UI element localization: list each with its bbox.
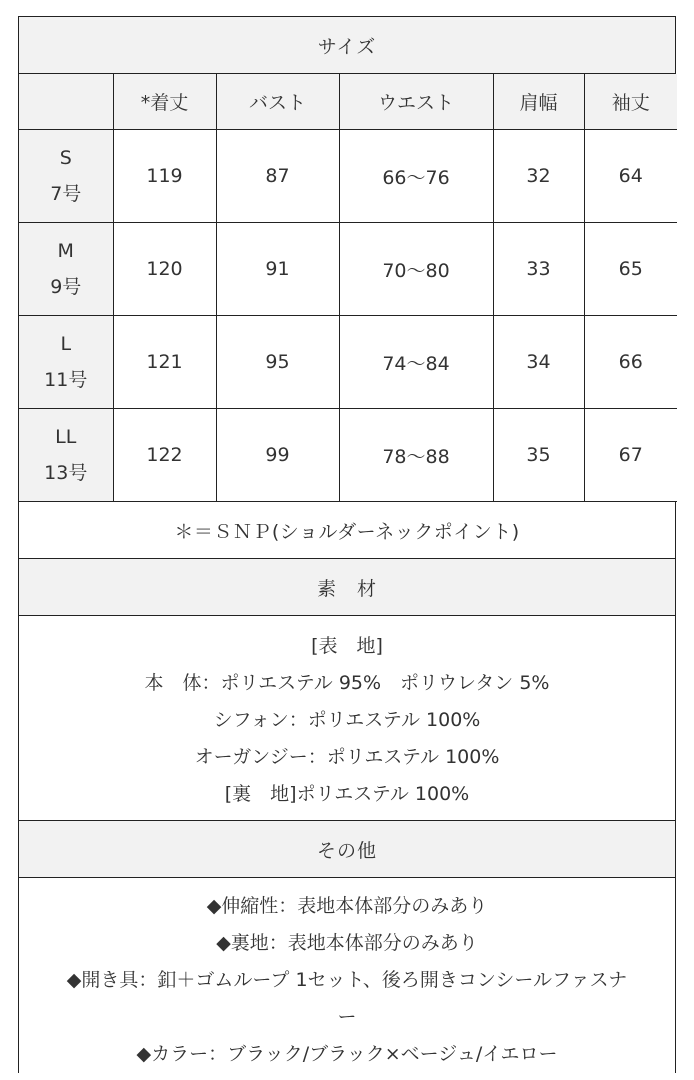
header-cell-shoulder: 肩幅 [493, 74, 584, 130]
table-row [19, 130, 677, 223]
size-label-cell [19, 316, 113, 409]
material-section-title: 素 材 [19, 559, 675, 616]
material-line: オーガンジー：ポリエステル 100% [194, 746, 500, 768]
header-cell-size [19, 74, 113, 130]
waist-value: 66〜76 [339, 130, 493, 223]
header-cell-sleeve: 袖丈 [584, 74, 677, 130]
header-cell-waist: ウエスト [339, 74, 493, 130]
table-row [19, 223, 677, 316]
size-table-header-row [19, 74, 677, 130]
size-table [19, 74, 677, 502]
bust-value: 95 [216, 316, 339, 409]
header-cell-bust: バスト [216, 74, 339, 130]
size-label-cell [19, 130, 113, 223]
length-value: 121 [113, 316, 216, 409]
sleeve-value: 65 [584, 223, 677, 316]
snp-note: ＊＝ＳＮＰ(ショルダーネックポイント) [19, 502, 675, 559]
length-value: 119 [113, 130, 216, 223]
material-details [19, 616, 675, 821]
size-code: LL [55, 426, 77, 448]
length-value: 120 [113, 223, 216, 316]
size-section-title: サイズ [19, 17, 675, 74]
material-line: [裏 地]ポリエステル 100% [224, 783, 470, 805]
other-line: ◆開き具：釦＋ゴムループ 1セット、後ろ開きコンシールファスナ [66, 969, 628, 991]
size-code: S [59, 147, 72, 169]
product-spec-sheet [18, 16, 676, 1073]
size-code: M [57, 240, 74, 262]
waist-value: 78〜88 [339, 409, 493, 502]
shoulder-value: 35 [493, 409, 584, 502]
size-label-cell [19, 409, 113, 502]
bust-value: 91 [216, 223, 339, 316]
other-line: ◆伸縮性：表地本体部分のみあり [206, 895, 488, 917]
sleeve-value: 67 [584, 409, 677, 502]
material-line: シフォン：ポリエステル 100% [213, 709, 481, 731]
length-value: 122 [113, 409, 216, 502]
size-number: 13号 [44, 462, 88, 484]
material-line: 本 体：ポリエステル 95% ポリウレタン 5% [144, 672, 550, 694]
material-line: [表 地] [311, 635, 383, 657]
size-label-cell [19, 223, 113, 316]
other-line: ◆カラー：ブラック/ブラック×ベージュ/イエロー [136, 1043, 558, 1065]
sleeve-value: 64 [584, 130, 677, 223]
waist-value: 74〜84 [339, 316, 493, 409]
shoulder-value: 34 [493, 316, 584, 409]
other-line: ◆裏地：表地本体部分のみあり [216, 932, 478, 954]
size-code: L [60, 333, 72, 355]
size-number: 7号 [50, 183, 82, 205]
size-number: 9号 [50, 276, 82, 298]
shoulder-value: 33 [493, 223, 584, 316]
bust-value: 99 [216, 409, 339, 502]
table-row [19, 316, 677, 409]
shoulder-value: 32 [493, 130, 584, 223]
size-number: 11号 [44, 369, 88, 391]
bust-value: 87 [216, 130, 339, 223]
other-section-title: その他 [19, 821, 675, 878]
other-line: ー [337, 1006, 357, 1028]
header-cell-length: *着丈 [113, 74, 216, 130]
table-row [19, 409, 677, 502]
other-details [19, 878, 675, 1073]
sleeve-value: 66 [584, 316, 677, 409]
waist-value: 70〜80 [339, 223, 493, 316]
